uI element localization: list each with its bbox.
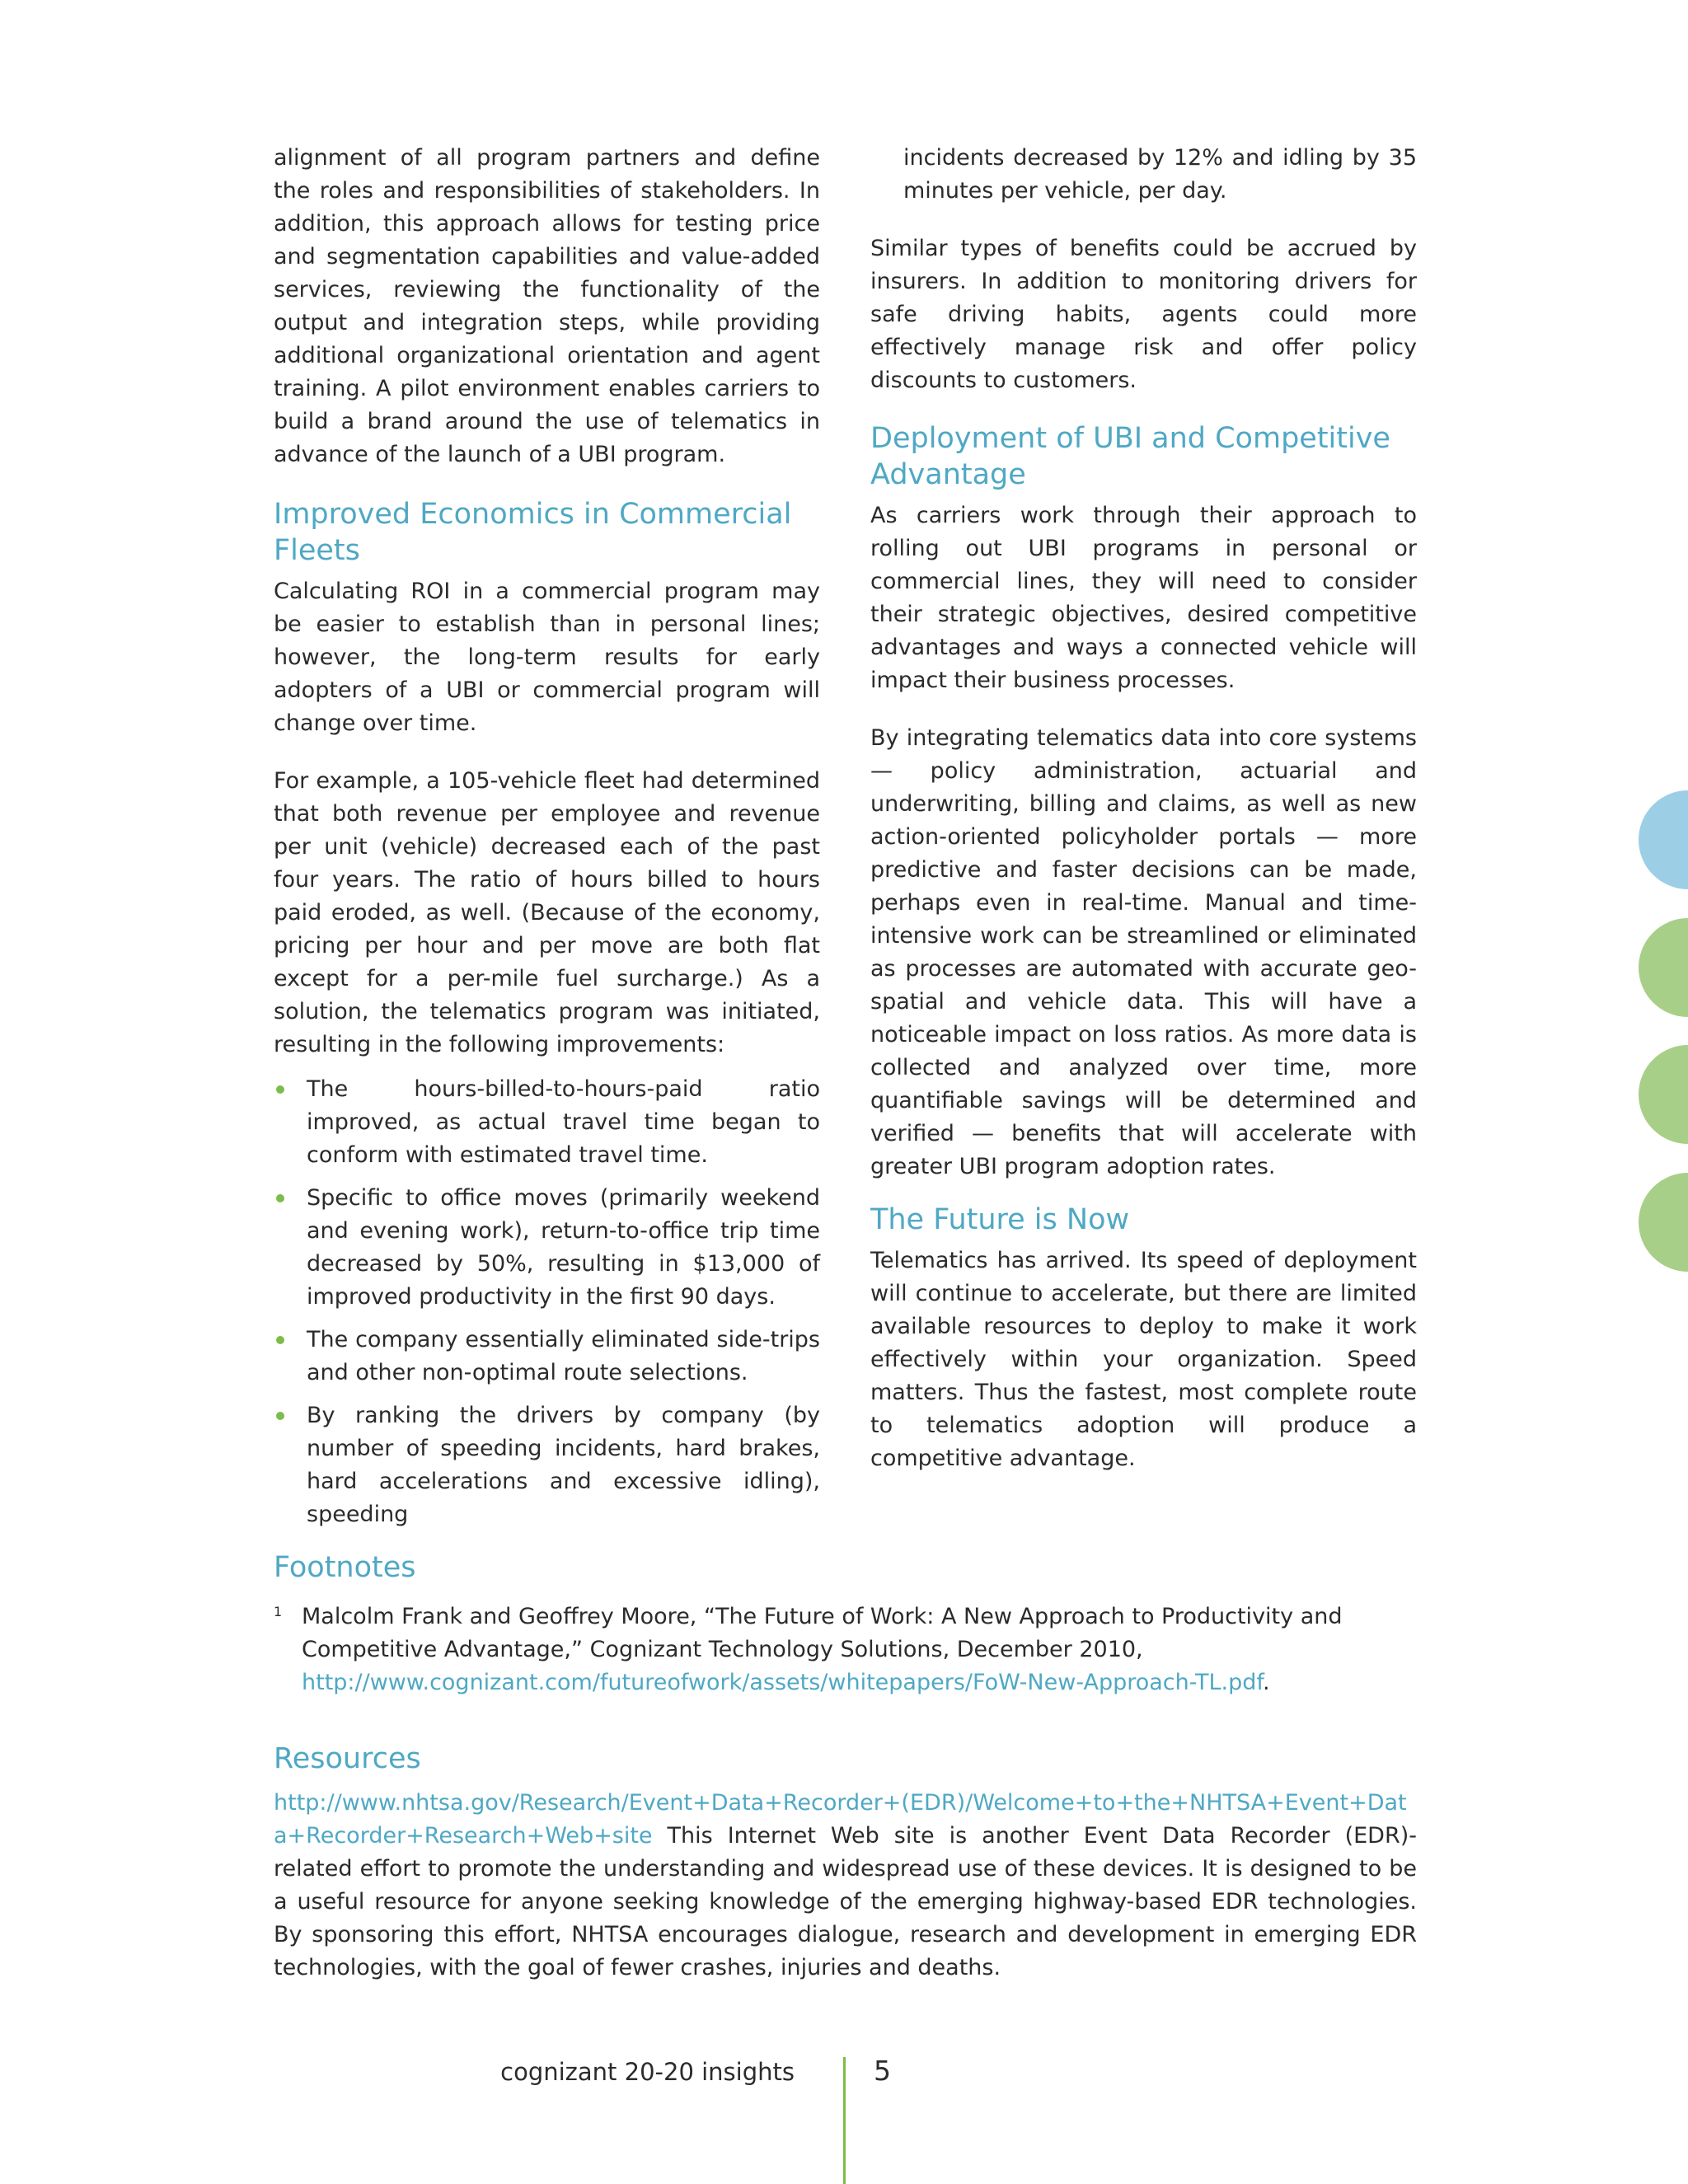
left-column bbox=[274, 142, 820, 1541]
footnote-text-block bbox=[302, 1601, 1428, 1699]
list-item bbox=[274, 1324, 820, 1390]
section-heading-commercial-fleets: Improved Economics in Commercial Fleets bbox=[274, 498, 792, 567]
list-item bbox=[274, 1182, 820, 1314]
footnote-trailing: . bbox=[1262, 1670, 1270, 1695]
bullet-dot-icon bbox=[276, 1194, 284, 1202]
intro-paragraph: alignment of all program partners and define the roles and responsibilities of stakeholders. In addition, this approach allows for testing price and segmentation capabilities and value-added services, reviewing the functionality of the output and integration steps, while providing additional organizational orientation and agent training. A pilot environment enables carriers to build a brand around the use of telematics in advance of the launch of a UBI program. bbox=[274, 145, 820, 467]
footer-divider bbox=[843, 2057, 846, 2184]
bullet-dot-icon bbox=[276, 1085, 284, 1094]
list-item-text: By ranking the drivers by company (by number of speeding incidents, hard brakes, hard accelerations and excessive idling), speeding bbox=[307, 1403, 820, 1527]
decorative-circle-green bbox=[1639, 1173, 1688, 1272]
section-heading-deployment: Deployment of UBI and Competitive Advantage bbox=[870, 422, 1390, 491]
footnotes-heading: Footnotes bbox=[274, 1551, 416, 1584]
bullet-dot-icon bbox=[276, 1412, 284, 1420]
footer-publication: cognizant 20-20 insights bbox=[500, 2058, 795, 2086]
bullet-continuation: incidents decreased by 12% and idling by 35 minutes per vehicle, per day. bbox=[903, 145, 1417, 204]
list-item-text: The hours-billed-to-hours-paid ratio improved, as actual travel time began to conform with estimated travel time. bbox=[307, 1076, 820, 1168]
right-column bbox=[870, 142, 1417, 1475]
paragraph-carriers: As carriers work through their approach to rolling out UBI programs in personal or commercial lines, they will need to consider their strategic objectives, desired competitive advantages and ways a connected vehicle will impact their business processes. bbox=[870, 503, 1417, 693]
section-heading-future: The Future is Now bbox=[870, 1203, 1130, 1236]
paragraph-future: Telematics has arrived. Its speed of deployment will continue to accelerate, but there are limited available resources to deploy to make it work effectively within your organization. Speed matters. Thus the fastest, most complete route to telematics adoption will produce a competitive advantage. bbox=[870, 1248, 1417, 1471]
improvements-list bbox=[274, 1073, 820, 1531]
resources-paragraph bbox=[274, 1787, 1417, 1985]
resources-text: This Internet Web site is another Event Data Recorder (EDR)-related effort to promote the understanding and widespread use of these devices. It is designed to be a useful resource for anyone seeking knowledge of the emerging highway-based EDR technologies. By sponsoring this effort, NHTSA encourages dialogue, research and development in emerging EDR technologies, with the goal of fewer crashes, injuries and deaths. bbox=[274, 1823, 1417, 1980]
paragraph-fleet-example: For example, a 105-vehicle fleet had determined that both revenue per employee and revenue per unit (vehicle) decreased each of the past four years. The ratio of hours billed to hours paid eroded, as well. (Because of the economy, pricing per hour and per move are both flat except for a per-mile fuel surcharge.) As a solution, the telematics program was initiated, resulting in the following improvements: bbox=[274, 768, 820, 1057]
footnote-marker: 1 bbox=[274, 1604, 283, 1619]
bullet-dot-icon bbox=[276, 1336, 284, 1344]
list-item-text: The company essentially eliminated side-trips and other non-optimal route selections. bbox=[307, 1327, 820, 1385]
resources-link[interactable]: http://www.nhtsa.gov/Research/Event+Data+Recorder+(EDR)/Welcome+to+the+NHTSA+Event+Data+Recorder+Research+Web+site bbox=[274, 1790, 1407, 1849]
list-item-text: Specific to office moves (primarily weekend and evening work), return-to-office trip time decreased by 50%, resulting in $13,000 of improved productivity in the first 90 days. bbox=[307, 1185, 820, 1310]
footnote-link[interactable]: http://www.cognizant.com/futureofwork/assets/whitepapers/FoW-New-Approach-TL.pdf bbox=[302, 1670, 1263, 1695]
decorative-circle-blue bbox=[1639, 790, 1688, 889]
list-item bbox=[274, 1399, 820, 1531]
resources-heading: Resources bbox=[274, 1742, 421, 1775]
footnote-text: Malcolm Frank and Geoffrey Moore, “The Future of Work: A New Approach to Productivity and Competitive Advantage,” Cognizant Technology Solutions, December 2010, bbox=[302, 1604, 1343, 1662]
paragraph-insurers: Similar types of benefits could be accrued by insurers. In addition to monitoring drivers for safe driving habits, agents could more effectively manage risk and offer policy discounts to customers. bbox=[870, 236, 1417, 393]
page-number: 5 bbox=[874, 2055, 891, 2087]
footnote-item bbox=[274, 1601, 1428, 1699]
paragraph-integration: By integrating telematics data into core systems — policy administration, actuarial and underwriting, billing and claims, as well as new action-oriented policyholder portals — more predictive and faster decisions can be made, perhaps even in real-time. Manual and time-intensive work can be streamlined or eliminated as processes are automated with accurate geo-spatial and vehicle data. This will have a noticeable impact on loss ratios. As more data is collected and analyzed over time, more quantifiable savings will be determined and verified — benefits that will accelerate with greater UBI program adoption rates. bbox=[870, 725, 1417, 1179]
decorative-circle-green bbox=[1639, 918, 1688, 1017]
paragraph-roi: Calculating ROI in a commercial program may be easier to establish than in personal lines; however, the long-term results for early adopters of a UBI or commercial program will change over time. bbox=[274, 579, 820, 736]
decorative-circle-green bbox=[1639, 1045, 1688, 1144]
list-item bbox=[274, 1073, 820, 1172]
